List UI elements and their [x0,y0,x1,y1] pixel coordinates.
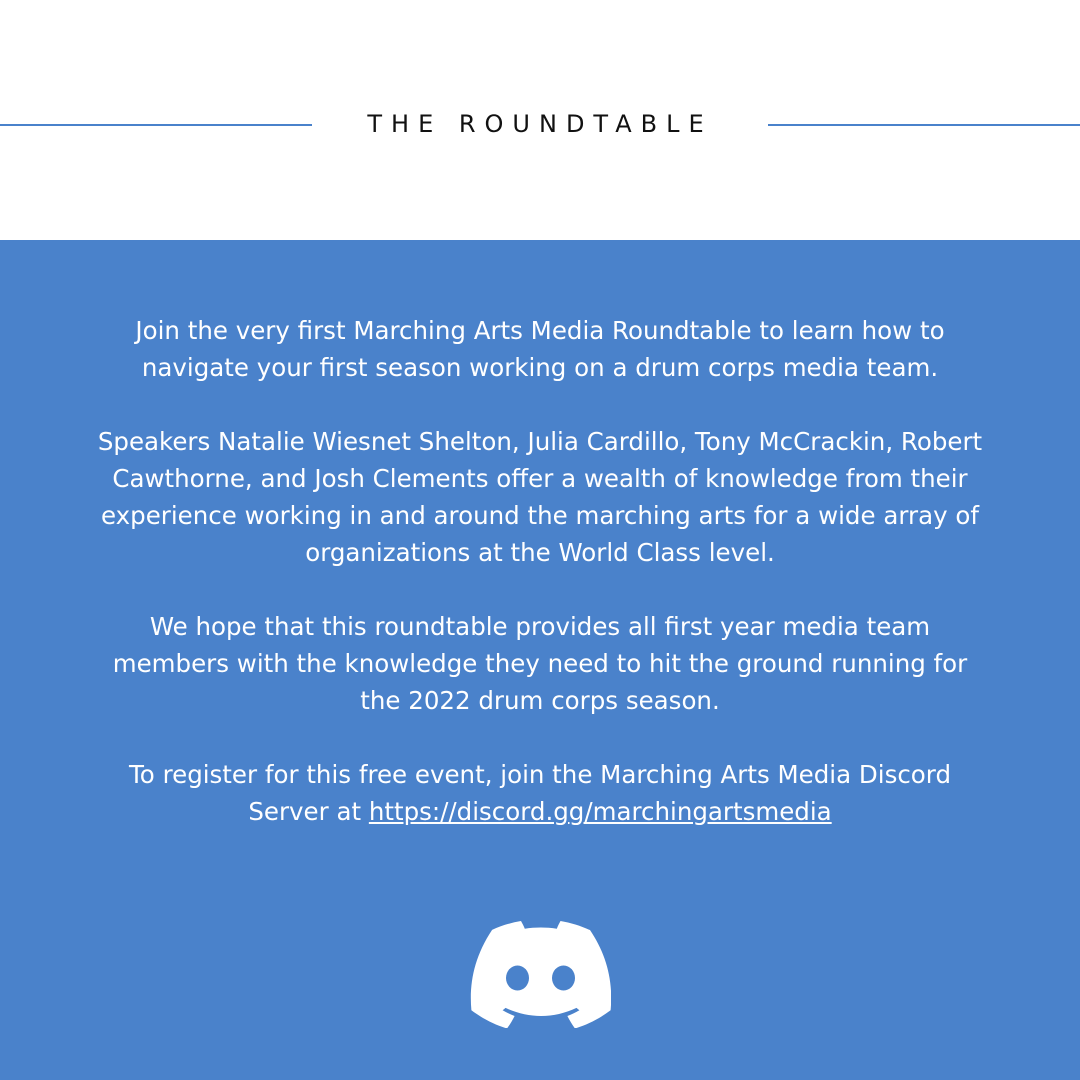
body-text [90,312,990,867]
discord-invite-link[interactable]: https://discord.gg/marchingartsmedia [368,797,832,826]
register-paragraph [90,756,990,830]
page-title: THE ROUNDTABLE [367,110,713,138]
hope-paragraph: We hope that this roundtable provides all first year media team members with the knowledge they need to hit the ground running for the 2022 drum corps season. [112,612,968,715]
divider-line-right [768,124,1080,126]
discord-logo-shape [471,921,611,1028]
header-section [0,0,1080,240]
intro-paragraph: Join the very first Marching Arts Media Roundtable to learn how to navigate your first season working on a drum corps media team. [135,316,945,382]
register-text: To register for this free event, join the Marching Arts Media Discord Server at [129,760,951,826]
discord-eye-left [506,966,529,991]
content-panel [0,240,1080,1080]
divider-line-left [0,124,312,126]
speakers-paragraph: Speakers Natalie Wiesnet Shelton, Julia Cardillo, Tony McCrackin, Robert Cawthorne, and Josh Clements offer a wealth of knowledge from their experience working in and around the marching arts for a wide array of organizations at the World Class level. [97,427,983,567]
discord-eye-right [552,966,575,991]
discord-icon [470,921,611,1028]
